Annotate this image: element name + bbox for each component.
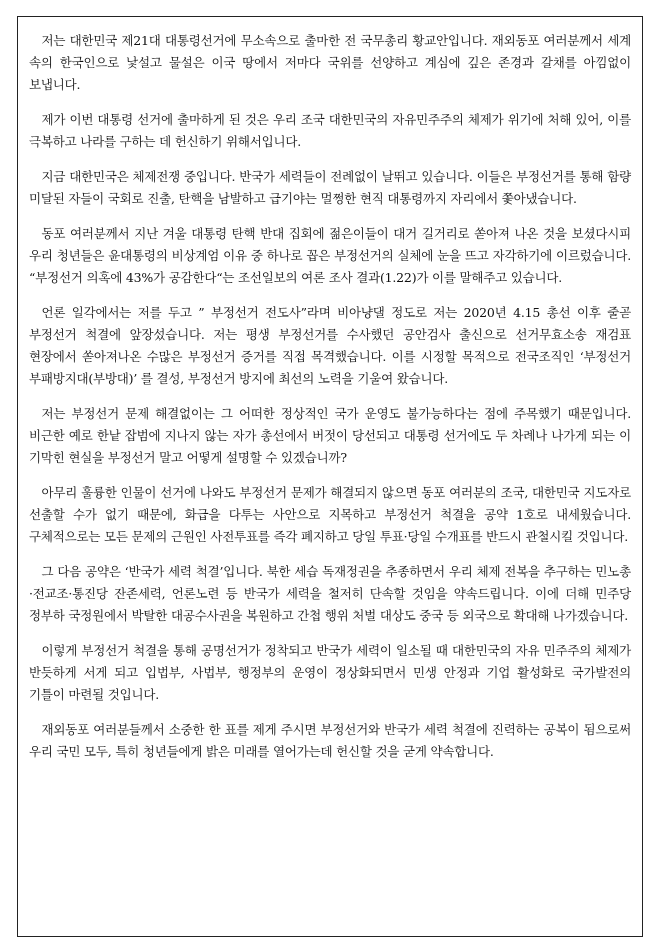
paragraph-pledge-two: 그 다음 공약은 ‘반국가 세력 척결’입니다. 북한 세습 독재정권을 추종하면서 우리 체제 전복을 추구하는 민노총·전교조·통진당 잔존세력, 언론노련 등 반국가 세력을 철저히 단속할 것임을 약속드립니다. 이에 더해 민주당 정부하 국정원에서 박탈한 대공수사권을 복원하고 간첩 행위 처벌 대상도 중국 등 외국으로 확대해 나가겠습니다. [29, 564, 631, 623]
paragraph-regime-war: 지금 대한민국은 체제전쟁 중입니다. 반국가 세력들이 전례없이 날뛰고 있습니다. 이들은 부정선거를 통해 함량 미달된 자들이 국회로 진출, 탄핵을 남발하고 급기야는 멀쩡한 현직 대통령까지 자리에서 쫓아냈습니다. [29, 169, 631, 206]
paragraph-greeting: 저는 대한민국 제21대 대통령선거에 무소속으로 출마한 전 국무총리 황교안입니다. 재외동포 여러분께서 세계 속의 한국인으로 낯설고 물설은 이국 땅에서 저마다 국위를 선양하고 계심에 깊은 존경과 갈채를 아낌없이 보냅니다. [29, 33, 631, 92]
paragraph-outlook: 이렇게 부정선거 척결을 통해 공명선거가 정착되고 반국가 세력이 일소될 때 대한민국의 자유 민주주의 체제가 반듯하게 서게 되고 입법부, 사법부, 행정부의 운영이 정상화되면서 민생 안정과 기업 활성화로 국가발전의 기틀이 마련될 것입니다. [29, 643, 631, 702]
paragraph-closing: 재외동포 여러분들께서 소중한 한 표를 제게 주시면 부정선거와 반국가 세력 척결에 진력하는 공복이 됨으로써 우리 국민 모두, 특히 청년들에게 밝은 미래를 열어가는데 헌신할 것을 굳게 약속합니다. [29, 722, 631, 759]
letter-frame [17, 16, 643, 937]
paragraph-pledge-one: 아무리 훌륭한 인물이 선거에 나와도 부정선거 문제가 해결되지 않으면 동포 여러분의 조국, 대한민국 지도자로 선출할 수가 없기 때문에, 화급을 다투는 사안으로 지목하고 부정선거 척결을 공약 1호로 내세웠습니다. 구체적으로는 모든 문제의 근원인 사전투표를 즉각 폐지하고 당일 투표·당일 수개표를 반드시 관철시킬 것입니다. [29, 485, 631, 544]
paragraph-election-fraud-history: 언론 일각에서는 저를 두고 ” 부정선거 전도사”라며 비아냥댈 정도로 저는 2020년 4.15 총선 이후 줄곧 부정선거 척결에 앞장섰습니다. 저는 평생 부정선거를 수사했던 공안검사 출신으로 선거무효소송 재검표 현장에서 쏟아져나온 수많은 부정선거 증거를 직접 목격했습니다. 이를 시정할 목적으로 전국조직인 ‘부정선거 부패방지대(부방대)’ 를 결성, 부정선거 방지에 최선의 노력을 기울여 왔습니다. [29, 305, 631, 386]
paragraph-candidacy-reason: 제가 이번 대통령 선거에 출마하게 된 것은 우리 조국 대한민국의 자유민주주의 체제가 위기에 처해 있어, 이를 극복하고 나라를 구하는 데 헌신하기 위해서입니다. [29, 112, 631, 149]
paragraph-fraud-focus: 저는 부정선거 문제 해결없이는 그 어떠한 정상적인 국가 운영도 불가능하다는 점에 주목했기 때문입니다. 비근한 예로 한낱 잡범에 지나지 않는 자가 총선에서 버젓이 당선되고 대통령 선거에도 두 차례나 나가게 되는 이 기막힌 현실을 부정선거 말고 어떻게 설명할 수 있겠습니까? [29, 406, 631, 465]
paragraph-youth-awakening: 동포 여러분께서 지난 겨울 대통령 탄핵 반대 집회에 젊은이들이 대거 길거리로 쏟아져 나온 것을 보셨다시피 우리 청년들은 윤대통령의 비상계엄 이유 중 하나로 꼽은 부정선거의 실체에 눈을 뜨고 자각하기에 이르렀습니다. “부정선거 의혹에 43%가 공감한다“는 조선일보의 여론 조사 결과(1.22)가 이를 말해주고 있습니다. [29, 226, 631, 285]
